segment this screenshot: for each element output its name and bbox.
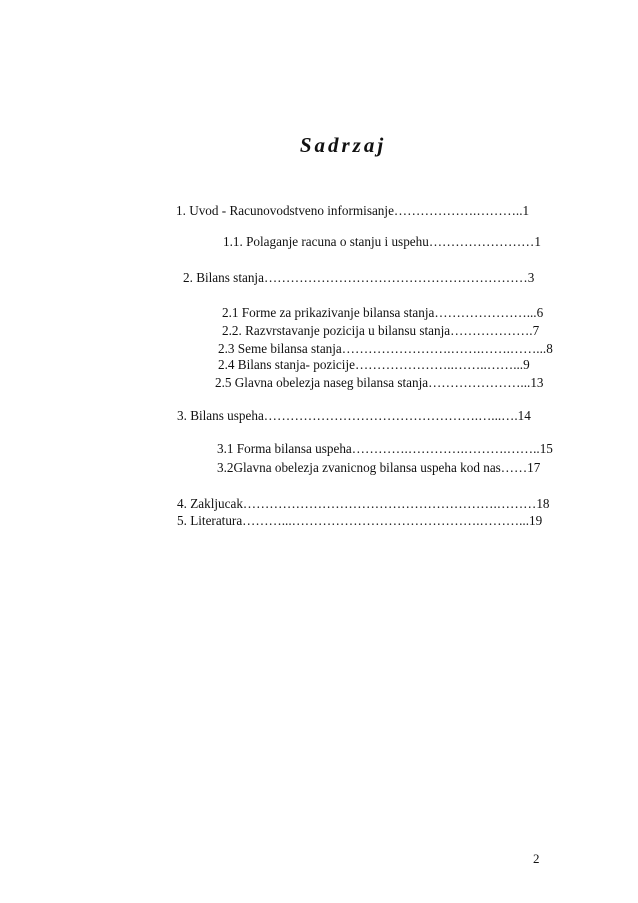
toc-entry-2-3: 2.3 Seme bilansa stanja…………………….…….…….……...8 [218, 341, 553, 356]
toc-entry-2: 2. Bilans stanja……………………………………………………3 [183, 270, 535, 285]
toc-entry-5: 5. Literatura………...…………………………………….………...19 [177, 513, 543, 528]
toc-entry-4: 4. Zakljucak………………………………………………….………18 [177, 496, 550, 511]
toc-entry-2-1: 2.1 Forme za prikazivanje bilansa stanja…………………...6 [222, 305, 544, 320]
toc-entry-2-4: 2.4 Bilans stanja- pozicije…………………..……..……...9 [218, 357, 530, 372]
toc-entry-2-2: 2.2. Razvrstavanje pozicija u bilansu stanja……………….7 [222, 323, 540, 338]
toc-entry-1: 1. Uvod - Racunovodstveno informisanje……………….………..1 [176, 203, 530, 218]
toc-entry-2-5: 2.5 Glavna obelezja naseg bilansa stanja…………………...13 [215, 375, 544, 390]
toc-entry-3: 3. Bilans uspeha………………………………………….…...….14 [177, 408, 531, 423]
toc-entry-1-1: 1.1. Polaganje racuna o stanju i uspehu……………………1 [223, 234, 541, 249]
toc-entry-3-1: 3.1 Forma bilansa uspeha………….………….……….……..15 [217, 441, 553, 456]
page-title: Sadrzaj [299, 133, 387, 157]
page-number: 2 [533, 851, 540, 866]
toc-entry-3-2: 3.2Glavna obelezja zvanicnog bilansa uspeha kod nas……17 [217, 460, 541, 475]
